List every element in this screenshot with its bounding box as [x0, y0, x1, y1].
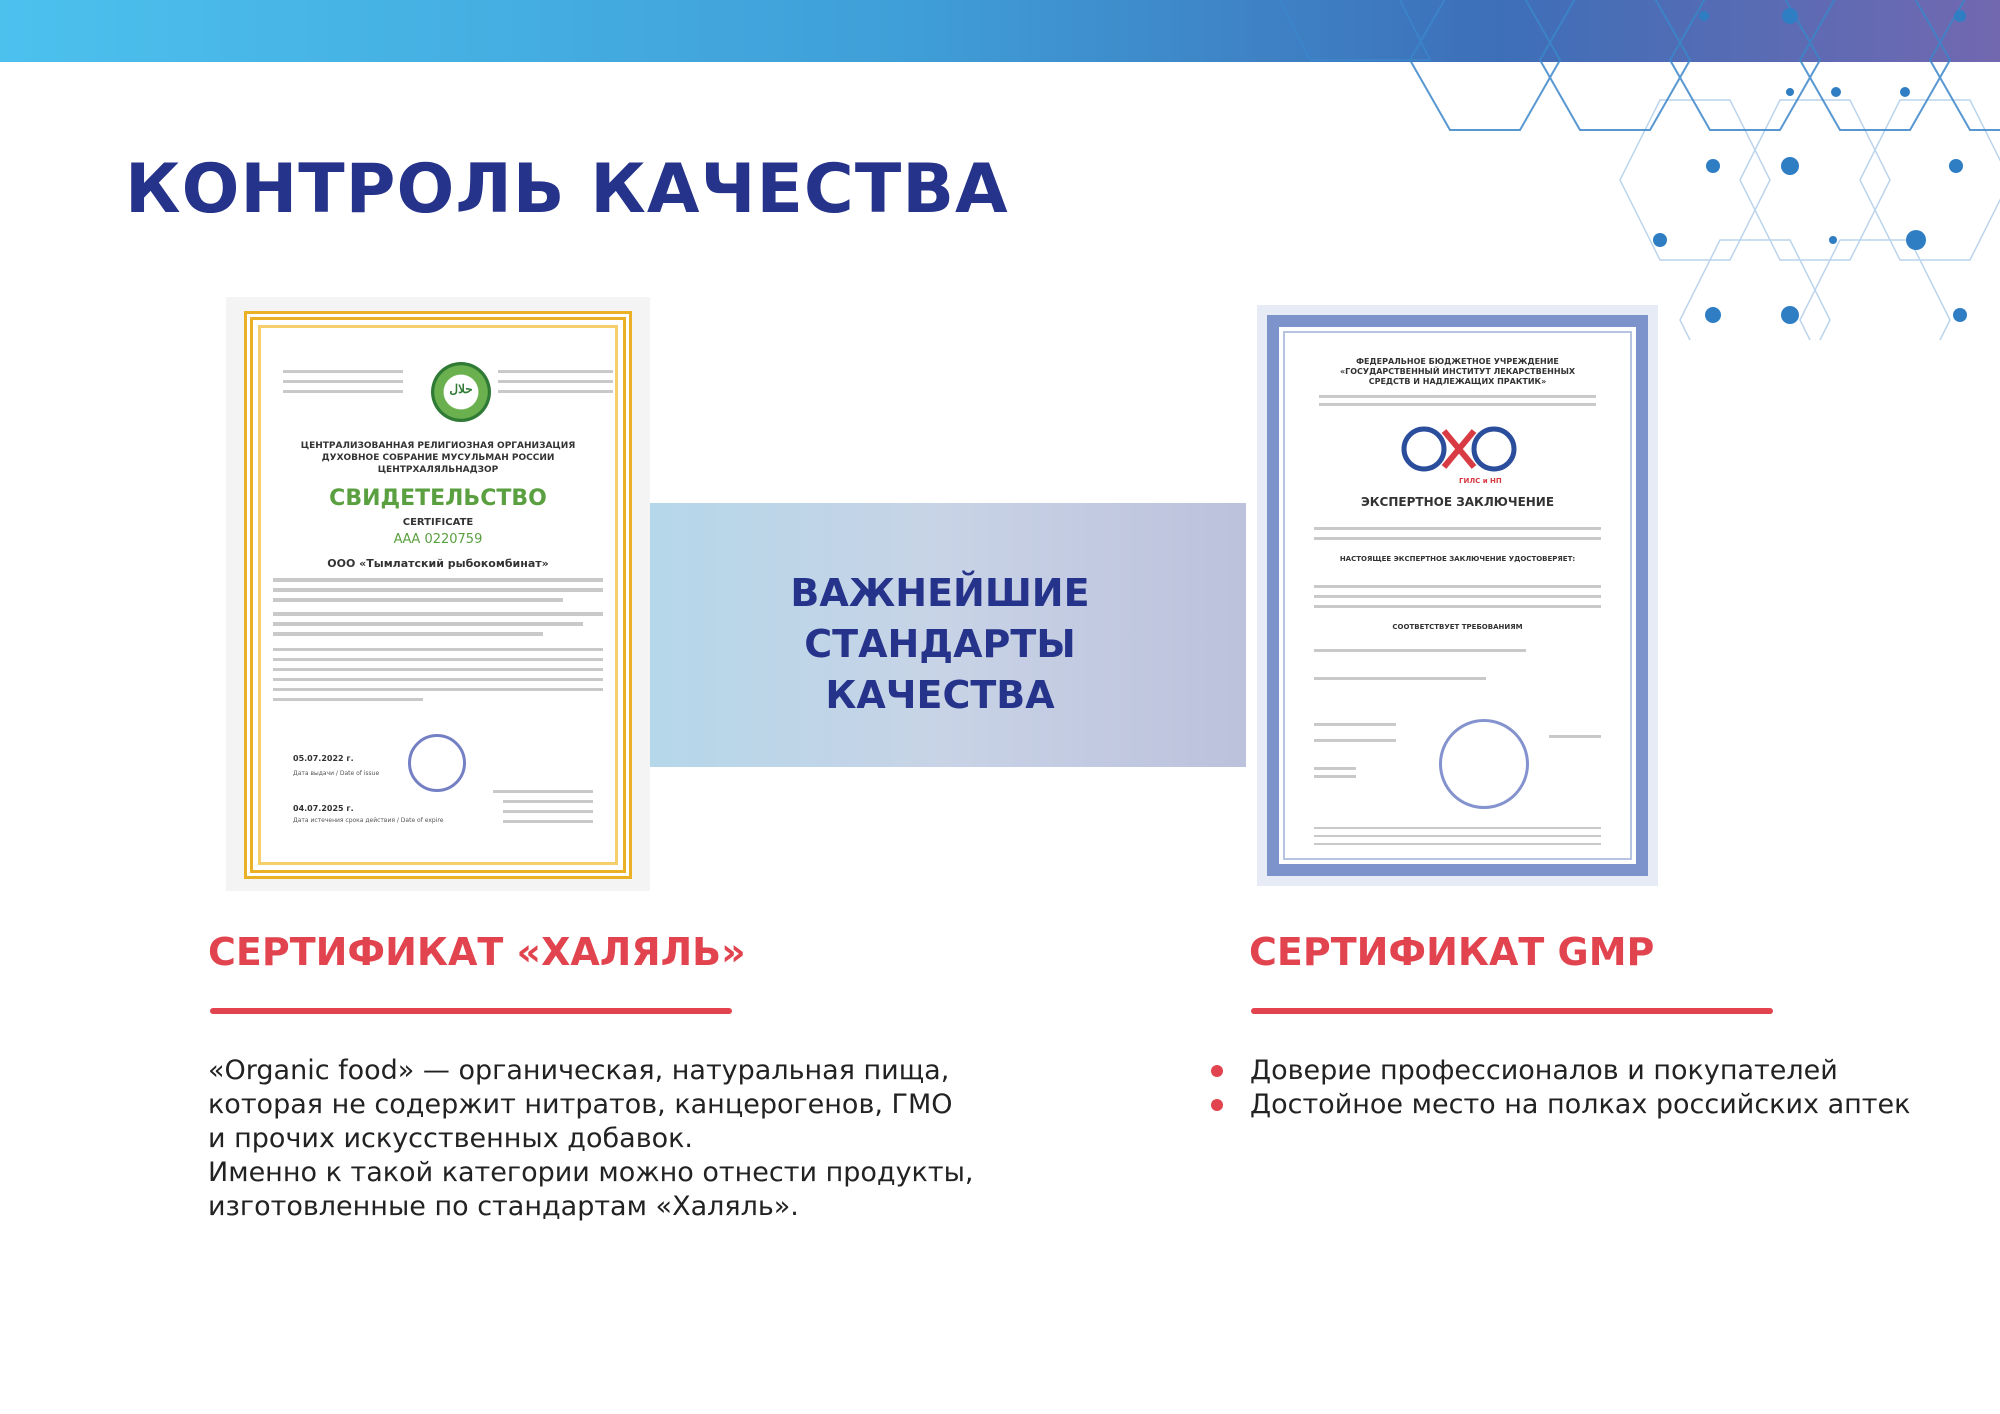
header-text-block	[283, 380, 403, 383]
issuer-line: ФЕДЕРАЛЬНОЕ БЮДЖЕТНОЕ УЧРЕЖДЕНИЕ	[1356, 357, 1559, 366]
body-text-line	[1314, 605, 1601, 608]
body-text-line	[1314, 585, 1601, 588]
bullet-dot-icon	[1211, 1065, 1223, 1077]
halal-caption-underline	[210, 1008, 732, 1014]
header-text-block	[498, 390, 613, 393]
issuer-line: ЦЕНТРАЛИЗОВАННАЯ РЕЛИГИОЗНАЯ ОРГАНИЗАЦИЯ	[300, 441, 576, 451]
body-text-line	[1314, 677, 1486, 680]
footer-text-line	[1314, 835, 1601, 837]
description-line: изготовленные по стандартам «Халяль».	[208, 1191, 799, 1222]
body-text-line	[273, 588, 603, 592]
standards-panel-text	[760, 568, 1120, 721]
body-text-line	[1549, 735, 1601, 738]
certificate-stamp	[408, 734, 466, 792]
issuer-line: ЦЕНТРХАЛЯЛЬНАДЗОР	[377, 465, 499, 475]
description-line: которая не содержит нитратов, канцерогенов, ГМО	[208, 1089, 953, 1120]
body-text-line	[273, 632, 543, 636]
body-text-line	[1314, 767, 1356, 770]
body-text-line	[1314, 537, 1601, 540]
signatory-text	[503, 800, 593, 803]
body-text-line	[273, 678, 603, 681]
expiry-date: 04.07.2025 г.	[293, 804, 354, 813]
certificate-issuer	[263, 440, 613, 476]
body-text-line	[273, 648, 603, 651]
signatory-text	[503, 810, 593, 813]
halal-certificate-frame	[244, 311, 632, 879]
certificate-heading: ЭКСПЕРТНОЕ ЗАКЛЮЧЕНИЕ	[1360, 495, 1555, 509]
issuer-line: ДУХОВНОЕ СОБРАНИЕ МУСУЛЬМАН РОССИИ	[321, 453, 555, 463]
issue-date-label: Дата выдачи / Date of issue	[293, 770, 380, 777]
standards-line: КАЧЕСТВА	[825, 673, 1055, 717]
certificate-subheading: CERTIFICATE	[402, 517, 474, 528]
issuer-line: «ГОСУДАРСТВЕННЫЙ ИНСТИТУТ ЛЕКАРСТВЕННЫХ	[1339, 367, 1576, 376]
header-text-block	[283, 390, 403, 393]
body-text-line	[1314, 739, 1396, 742]
gmp-certificate-frame	[1267, 315, 1648, 876]
body-text-line	[1319, 403, 1596, 406]
body-text-line	[273, 668, 603, 671]
bullet-dot-icon	[1211, 1099, 1223, 1111]
body-text-line	[1319, 395, 1596, 398]
certificate-company: ООО «Тымлатский рыбокомбинат»	[327, 557, 549, 570]
issuer-line: СРЕДСТВ И НАДЛЕЖАЩИХ ПРАКТИК»	[1368, 377, 1547, 386]
body-text-line	[1314, 527, 1601, 530]
gmp-certificate-image	[1257, 305, 1658, 886]
gils-logo-text: ГИЛС и НП	[1459, 477, 1502, 485]
body-text-line	[273, 622, 583, 626]
body-text-line	[273, 598, 563, 602]
body-text-line	[273, 578, 603, 582]
halal-emblem-icon: حلال	[431, 362, 491, 422]
list-item-text: Достойное место на полках российских аптек	[1250, 1089, 1911, 1120]
list-item	[1210, 1088, 1970, 1122]
halal-description	[208, 1054, 1008, 1224]
description-line: «Organic food» — органическая, натуральная пища,	[208, 1055, 950, 1086]
signatory-text	[503, 820, 593, 823]
certificate-issuer	[1284, 357, 1631, 387]
footer-text-line	[1314, 827, 1601, 829]
halal-certificate-image	[226, 297, 650, 891]
body-text-line	[273, 612, 603, 616]
footer-text-line	[1314, 843, 1601, 845]
complies-label: СООТВЕТСТВУЕТ ТРЕБОВАНИЯМ	[1392, 623, 1523, 631]
body-text-line	[1314, 723, 1396, 726]
gils-logo-icon	[1399, 419, 1519, 479]
body-text-line	[273, 658, 603, 661]
certificate-heading: СВИДЕТЕЛЬСТВО	[329, 486, 547, 511]
description-line: и прочих искусственных добавок.	[208, 1123, 694, 1154]
header-text-block	[498, 380, 613, 383]
certificate-number: ААА 0220759	[393, 532, 483, 547]
page-title: КОНТРОЛЬ КАЧЕСТВА	[125, 150, 1009, 229]
standards-line: СТАНДАРТЫ	[804, 622, 1076, 666]
signatory-text	[493, 790, 593, 793]
list-item-text: Доверие профессионалов и покупателей	[1250, 1055, 1838, 1086]
body-text-line	[1314, 649, 1526, 652]
standards-line: ВАЖНЕЙШИЕ	[790, 571, 1090, 615]
certificate-stamp	[1439, 719, 1529, 809]
expiry-date-label: Дата истечения срока действия / Date of expire	[293, 817, 444, 824]
header-text-block	[283, 370, 403, 373]
description-line: Именно к такой категории можно отнести продукты,	[208, 1157, 974, 1188]
header-text-block	[498, 370, 613, 373]
issue-date: 05.07.2022 г.	[293, 754, 354, 763]
hexagon-network-decoration	[1280, 0, 2000, 340]
body-text-line	[1314, 775, 1356, 778]
body-text-line	[273, 698, 423, 701]
gmp-caption-underline	[1251, 1008, 1773, 1014]
gmp-benefits-list	[1210, 1054, 1970, 1122]
certifies-label: НАСТОЯЩЕЕ ЭКСПЕРТНОЕ ЗАКЛЮЧЕНИЕ УДОСТОВЕРЯЕТ:	[1339, 555, 1576, 563]
list-item	[1210, 1054, 1970, 1088]
body-text-line	[273, 688, 603, 691]
gmp-caption: СЕРТИФИКАТ GMP	[1249, 930, 1655, 974]
halal-caption: СЕРТИФИКАТ «ХАЛЯЛЬ»	[208, 930, 746, 974]
body-text-line	[1314, 595, 1601, 598]
